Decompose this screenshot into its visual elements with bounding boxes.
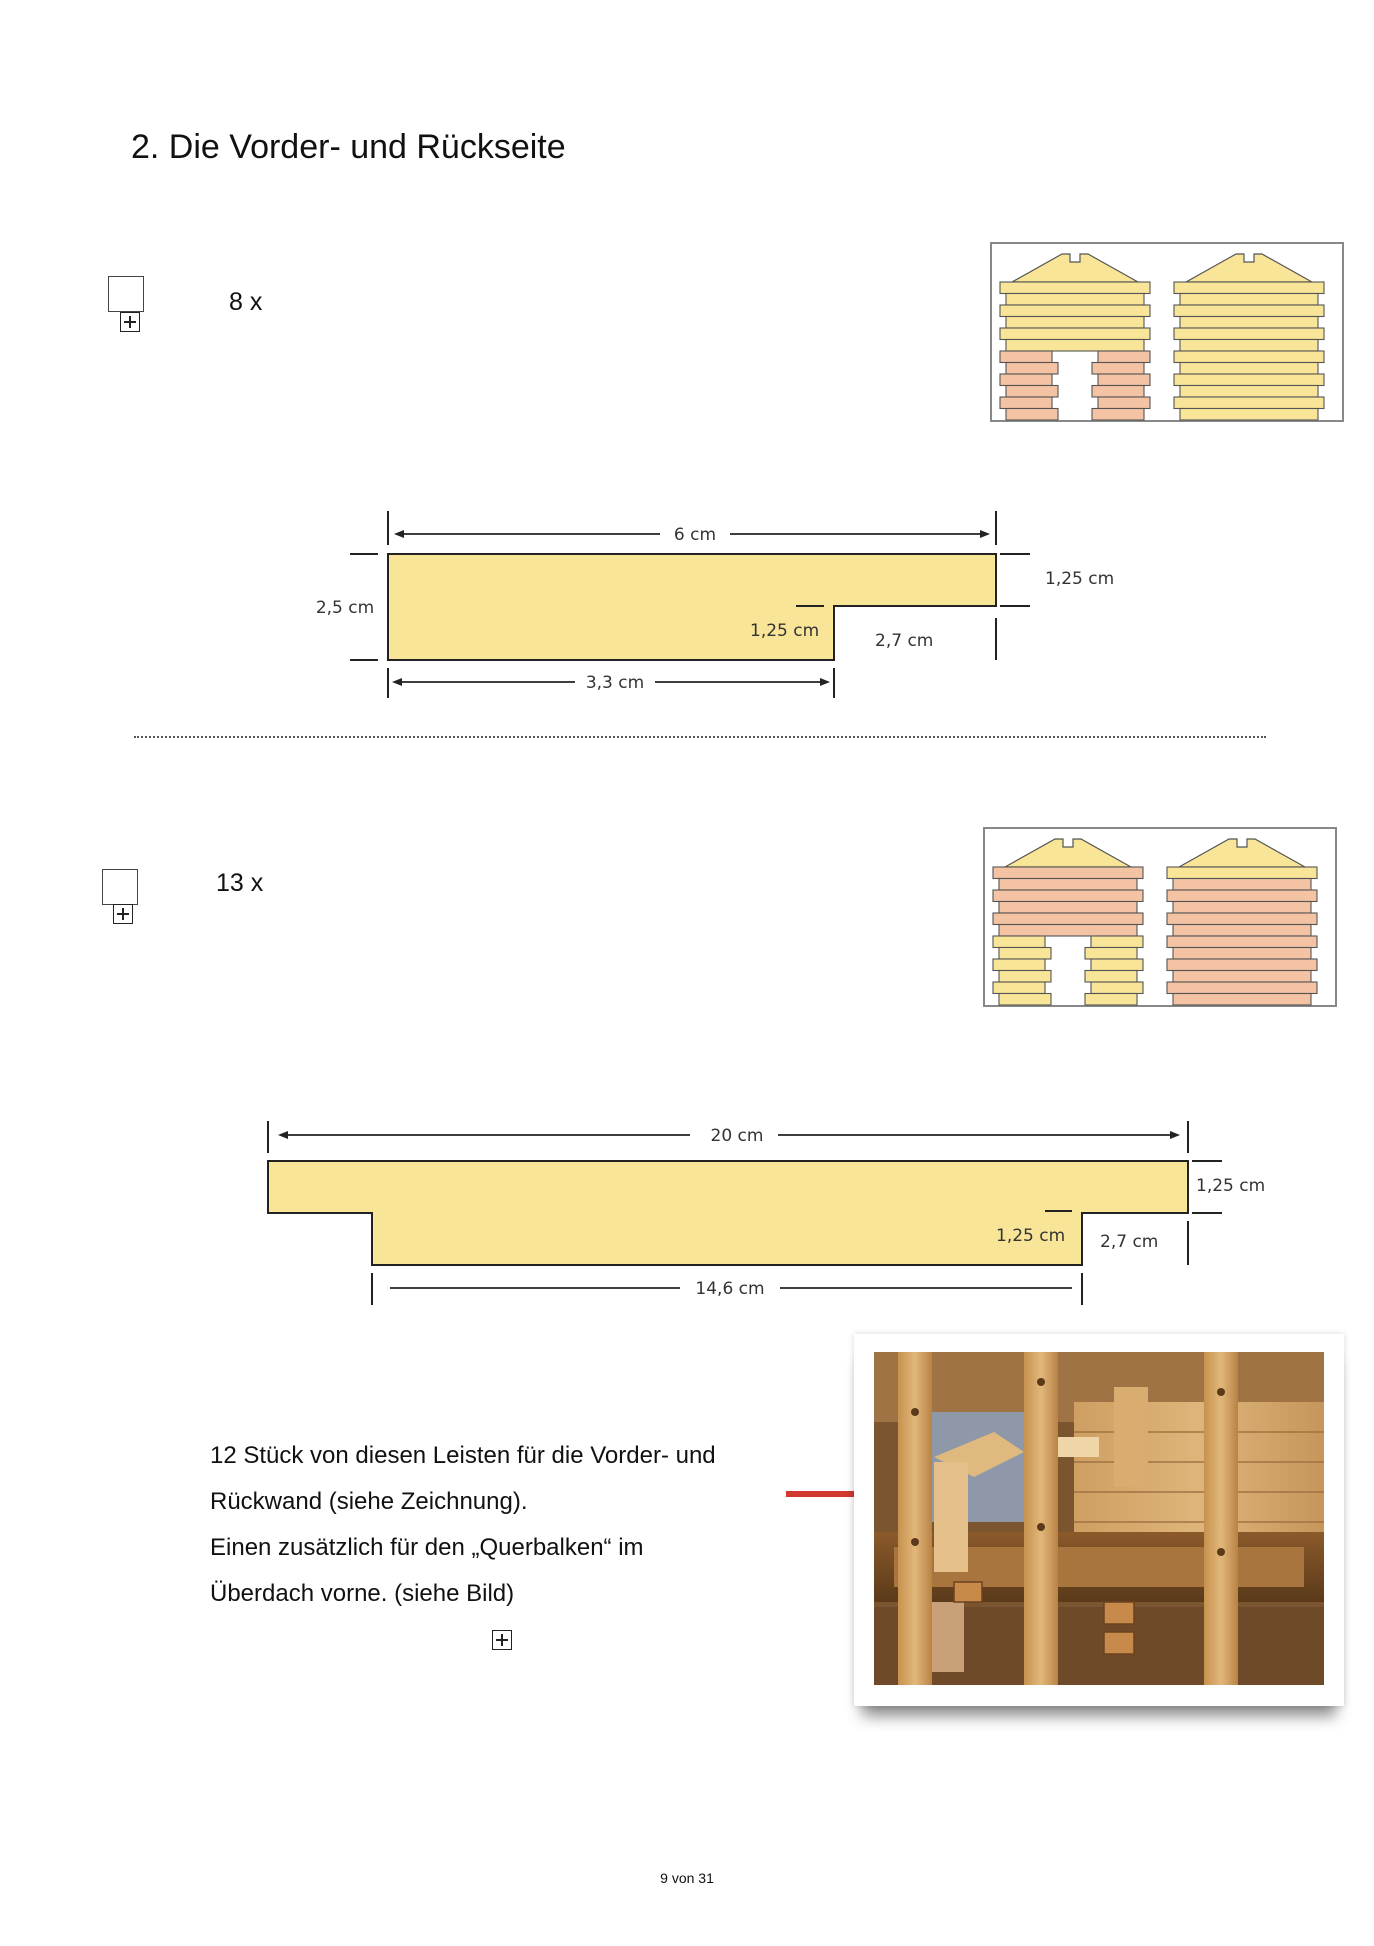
dim-notch-length: 2,7 cm <box>1100 1232 1159 1252</box>
board-drawing-20cm <box>250 1115 1280 1315</box>
wall-thumbnail-front-back <box>990 242 1344 422</box>
instruction-line: Rückwand (siehe Zeichnung). <box>210 1488 528 1515</box>
dim-notch-depth-inner: 1,25 cm <box>996 1226 1066 1246</box>
expand-icon[interactable] <box>113 904 133 924</box>
instruction-text <box>210 1433 770 1617</box>
dotted-divider <box>134 736 1266 738</box>
checkbox[interactable] <box>102 869 138 905</box>
board-drawing-6cm <box>310 505 1115 705</box>
instruction-line: Einen zusätzlich für den „Querbalken“ im <box>210 1534 644 1561</box>
dim-bottom-length: 14,6 cm <box>695 1279 765 1299</box>
expand-icon[interactable] <box>492 1630 512 1650</box>
page-number: 9 von 31 <box>660 1870 714 1886</box>
dim-length: 6 cm <box>673 525 717 545</box>
expand-icon[interactable] <box>120 312 140 332</box>
wall-thumbnail-front-back-highlighted <box>983 827 1337 1007</box>
dim-notch-length: 2,7 cm <box>875 631 934 651</box>
dim-length: 20 cm <box>710 1126 764 1146</box>
instruction-line: 12 Stück von diesen Leisten für die Vorder- und <box>210 1442 716 1469</box>
piece-count: 13 x <box>216 869 264 897</box>
dim-notch-depth-right: 1,25 cm <box>1045 569 1115 589</box>
dim-height: 2,5 cm <box>315 598 375 618</box>
instruction-line: Überdach vorne. (siehe Bild) <box>210 1580 515 1607</box>
dim-notch-depth-right: 1,25 cm <box>1196 1176 1266 1196</box>
page-title: 2. Die Vorder- und Rückseite <box>131 128 566 166</box>
construction-photo <box>874 1352 1324 1685</box>
piece-count: 8 x <box>229 288 263 316</box>
dim-bottom-length: 3,3 cm <box>585 673 645 693</box>
dim-notch-depth-inner: 1,25 cm <box>750 621 820 641</box>
photo-frame <box>854 1334 1344 1706</box>
board-shape <box>268 1161 1188 1265</box>
checkbox[interactable] <box>108 276 144 312</box>
